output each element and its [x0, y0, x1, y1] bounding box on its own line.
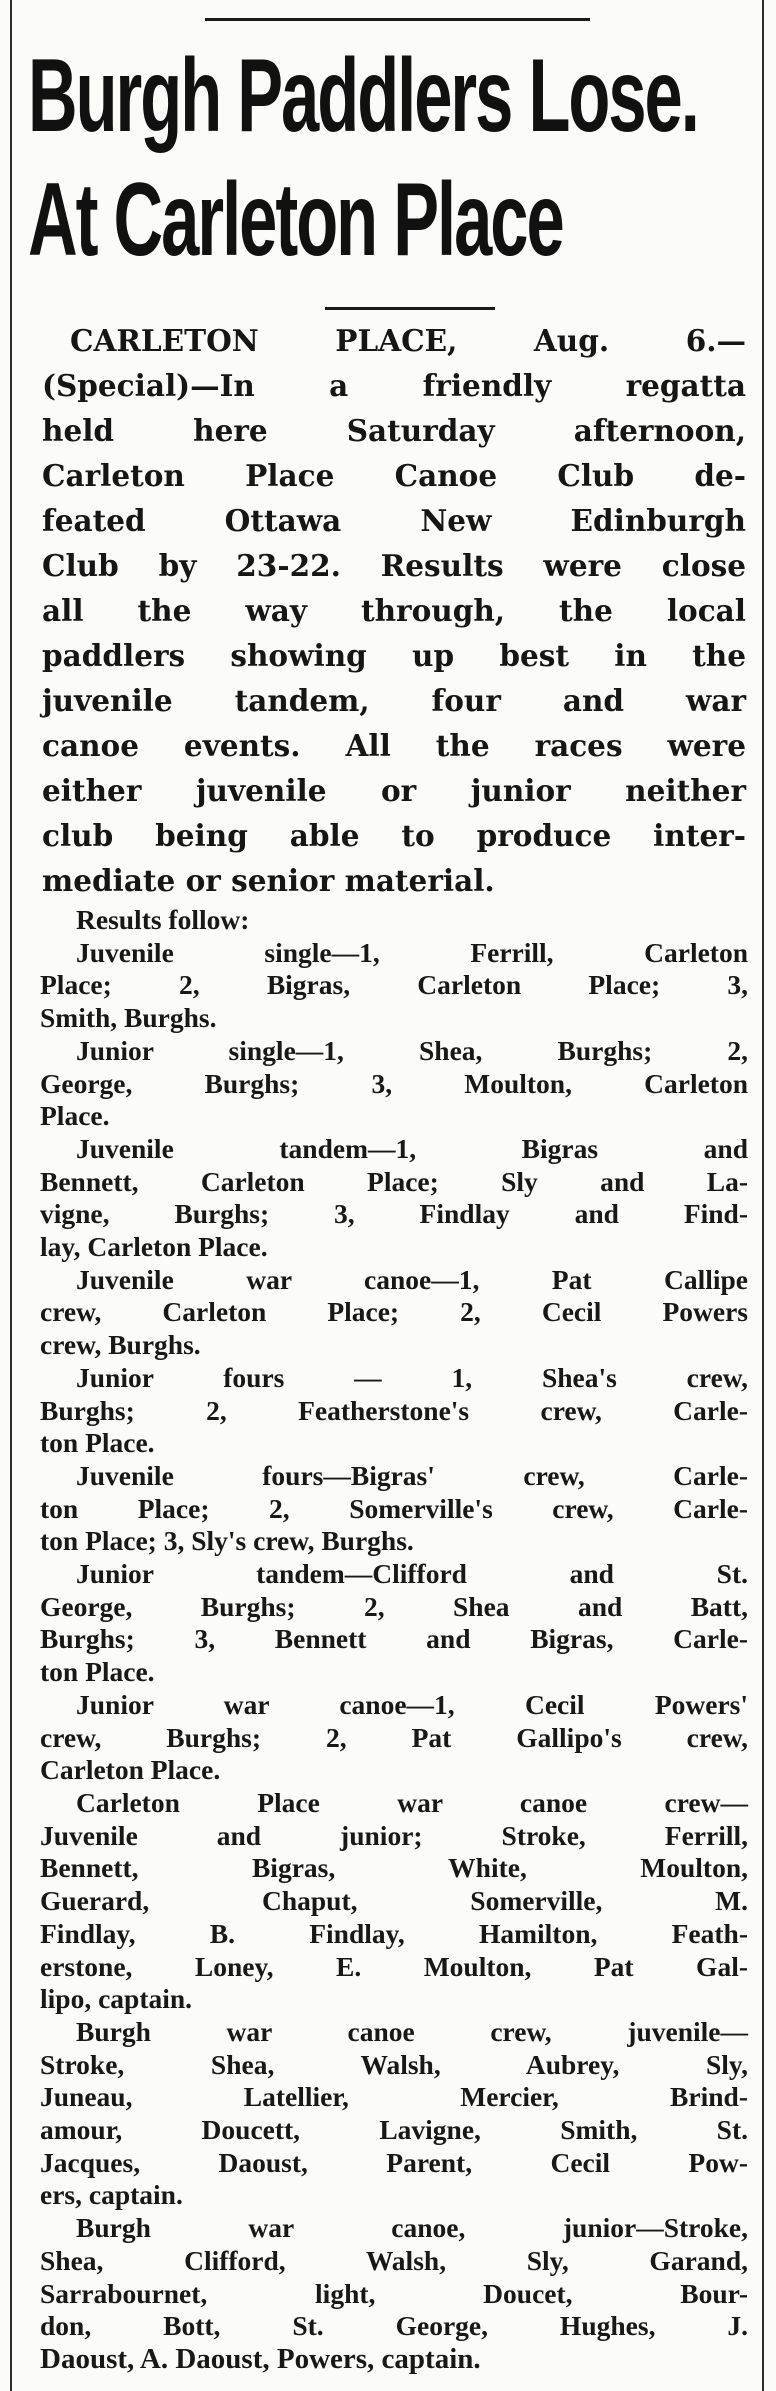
lead-line: CARLETON PLACE, Aug. 6.— [70, 323, 746, 358]
results-line: Daoust, A. Daoust, Powers, captain. [40, 2342, 481, 2375]
results-line: ton Place. [40, 1656, 155, 1688]
results-line: Carleton Place. [40, 1754, 221, 1786]
results-line: Sarrabournet, light, Doucet, Bour- [40, 2277, 748, 2309]
results-line: Juvenile tandem—1, Bigras and [76, 1132, 748, 1164]
results-line: ton Place. [40, 1427, 155, 1459]
results-line: Place. [40, 1100, 110, 1132]
results-line: don, Bott, St. George, Hughes, J. [40, 2310, 748, 2342]
results-line: Burgh war canoe crew, juvenile— [76, 2015, 748, 2047]
results-line: George, Burghs; 2, Shea and Batt, [40, 1590, 748, 1622]
lead-line: all the way through, the local [42, 593, 746, 628]
top-divider [205, 18, 590, 21]
results-line: ers, captain. [40, 2179, 183, 2211]
headline-line-2: At Carleton Place [28, 162, 563, 278]
lead-line: held here Saturday afternoon, [42, 413, 746, 448]
results-line: ton Place; 3, Sly's crew, Burghs. [40, 1525, 414, 1557]
results-line: Juvenile single—1, Ferrill, Carleton [76, 936, 748, 968]
lead-line: either juvenile or junior neither [42, 773, 746, 808]
results-line: Jacques, Daoust, Parent, Cecil Pow- [40, 2146, 748, 2178]
results-line: Place; 2, Bigras, Carleton Place; 3, [40, 969, 748, 1001]
lead-line: Carleton Place Canoe Club de- [42, 458, 746, 493]
results-line: vigne, Burghs; 3, Findlay and Find- [40, 1198, 748, 1230]
results-line: Burghs; 2, Featherstone's crew, Carle- [40, 1394, 748, 1426]
headline-line-1: Burgh Paddlers Lose. [28, 38, 698, 154]
results-section [40, 904, 748, 2376]
lead-paragraph [42, 318, 746, 903]
results-line: Junior single—1, Shea, Burghs; 2, [76, 1034, 748, 1066]
results-line: Burghs; 3, Bennett and Bigras, Carle- [40, 1623, 748, 1655]
results-line: Juvenile and junior; Stroke, Ferrill, [40, 1819, 748, 1851]
results-line: Stroke, Shea, Walsh, Aubrey, Sly, [40, 2048, 748, 2080]
lead-line: (Special)—In a friendly regatta [42, 368, 746, 403]
lead-line: mediate or senior material. [42, 863, 495, 898]
lead-line: juvenile tandem, four and war [42, 683, 746, 718]
results-line: Juneau, Latellier, Mercier, Brind- [40, 2081, 748, 2113]
column-rule-right [762, 0, 764, 2391]
results-line: George, Burghs; 3, Moulton, Carleton [40, 1067, 748, 1099]
results-line: Junior war canoe—1, Cecil Powers' [76, 1688, 748, 1720]
results-line: Junior fours — 1, Shea's crew, [76, 1361, 748, 1393]
results-heading: Results follow: [76, 904, 250, 935]
results-line: crew, Carleton Place; 2, Cecil Powers [40, 1296, 748, 1328]
results-line: Carleton Place war canoe crew— [76, 1786, 748, 1818]
lead-line: Club by 23-22. Results were close [42, 548, 746, 583]
results-line: Junior tandem—Clifford and St. [76, 1558, 748, 1590]
results-line: Guerard, Chaput, Somerville, M. [40, 1885, 748, 1917]
results-line: Bennett, Carleton Place; Sly and La- [40, 1165, 748, 1197]
results-line: lay, Carleton Place. [40, 1231, 268, 1263]
results-line: Findlay, B. Findlay, Hamilton, Feath- [40, 1917, 748, 1949]
results-line: Bennett, Bigras, White, Moulton, [40, 1852, 748, 1884]
results-line: lipo, captain. [40, 1983, 193, 2015]
lead-line: paddlers showing up best in the [42, 638, 746, 673]
results-line: Juvenile war canoe—1, Pat Callipe [76, 1263, 748, 1295]
results-line: amour, Doucett, Lavigne, Smith, St. [40, 2114, 748, 2146]
results-line: crew, Burghs; 2, Pat Gallipo's crew, [40, 1721, 748, 1753]
results-line: crew, Burghs. [40, 1329, 201, 1361]
results-line: ton Place; 2, Somerville's crew, Carle- [40, 1492, 748, 1524]
headline-divider [325, 307, 495, 310]
column-rule-left [10, 0, 12, 2391]
lead-line: club being able to produce inter- [42, 818, 746, 853]
headline [28, 34, 698, 282]
results-line: Smith, Burghs. [40, 1002, 217, 1034]
results-line: Juvenile fours—Bigras' crew, Carle- [76, 1459, 748, 1491]
results-line: Burgh war canoe, junior—Stroke, [76, 2212, 748, 2244]
results-line: Shea, Clifford, Walsh, Sly, Garand, [40, 2244, 748, 2276]
lead-line: canoe events. All the races were [42, 728, 746, 763]
results-line: erstone, Loney, E. Moulton, Pat Gal- [40, 1950, 748, 1982]
lead-line: feated Ottawa New Edinburgh [42, 503, 746, 538]
